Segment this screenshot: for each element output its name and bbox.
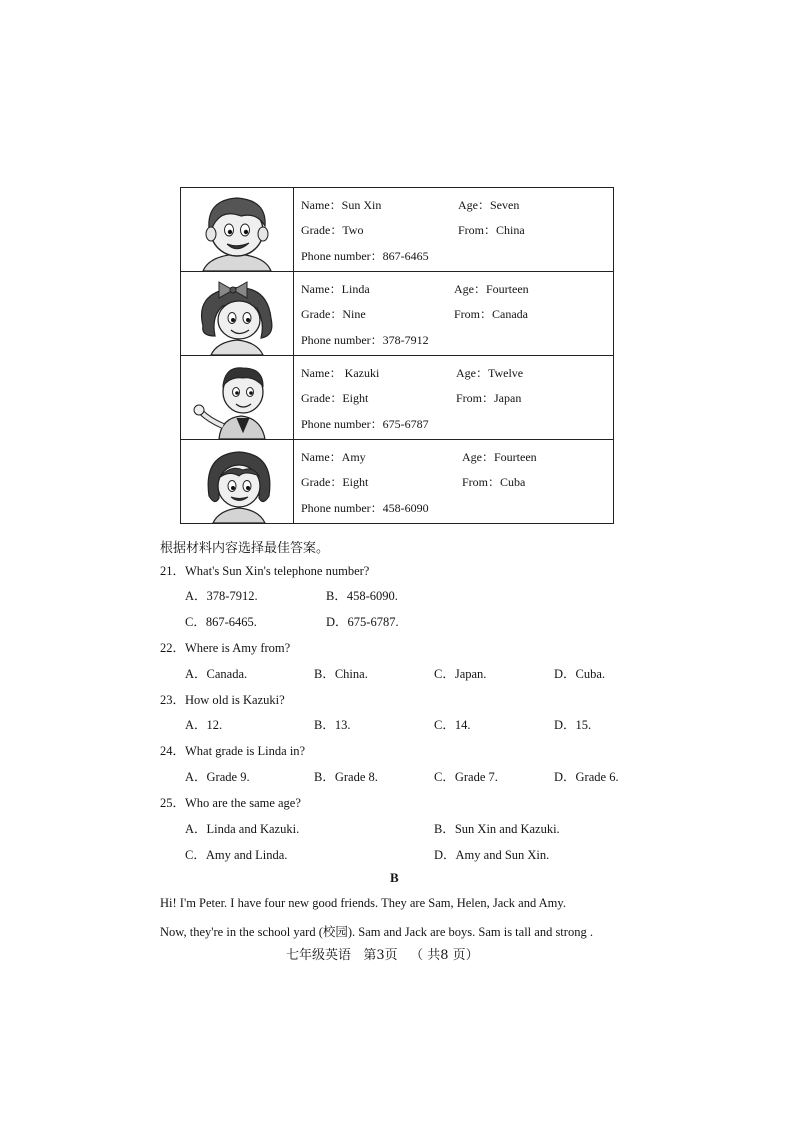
student-from: From：China xyxy=(458,223,525,237)
option-c: C．Grade 7. xyxy=(434,770,498,784)
section-heading: B xyxy=(390,870,399,885)
option-a: A．Grade 9. xyxy=(185,770,250,784)
instruction-text: 根据材料内容选择最佳答案。 xyxy=(160,541,330,556)
girl-bow-cartoon-icon xyxy=(181,272,293,355)
student-phone: Phone number：675-6787 xyxy=(301,417,429,431)
option-c: C．Amy and Linda. xyxy=(185,848,288,862)
question-stem: 25．Who are the same age? xyxy=(160,796,301,810)
option-b: B．458-6090. xyxy=(326,589,398,603)
question-stem: 22．Where is Amy from? xyxy=(160,641,291,655)
option-a: A．12. xyxy=(185,718,223,732)
student-age: Age：Seven xyxy=(458,198,520,212)
option-b: B．Grade 8. xyxy=(314,770,378,784)
option-a: A．Linda and Kazuki. xyxy=(185,822,300,836)
passage-line: Now, they're in the school yard (校园). Sam and Jack are boys. Sam is tall and strong . xyxy=(160,925,593,939)
student-grade: Grade：Eight xyxy=(301,391,369,405)
student-grade: Grade：Nine xyxy=(301,307,366,321)
student-phone: Phone number：867-6465 xyxy=(301,249,429,263)
info-cell xyxy=(294,440,614,524)
question-stem: 24．What grade is Linda in? xyxy=(160,744,306,758)
student-info-table xyxy=(180,187,614,524)
student-age: Age：Fourteen xyxy=(462,450,537,464)
table-row xyxy=(181,356,614,440)
option-c: C．14. xyxy=(434,718,471,732)
portrait-cell xyxy=(181,356,294,440)
portrait-cell xyxy=(181,188,294,272)
boy-pointing-cartoon-icon xyxy=(181,356,293,439)
student-name: Name：Sun Xin xyxy=(301,198,382,212)
student-from: From：Cuba xyxy=(462,475,526,489)
table-row xyxy=(181,272,614,356)
student-age: Age：Fourteen xyxy=(454,282,529,296)
page-footer: 七年级英语 第3页 （ 共8 页） xyxy=(286,948,479,963)
portrait-cell xyxy=(181,272,294,356)
student-from: From：Japan xyxy=(456,391,522,405)
option-d: D．Grade 6. xyxy=(554,770,619,784)
girl-cartoon-icon xyxy=(181,440,293,523)
option-d: D．Cuba. xyxy=(554,667,606,681)
question-stem: 23．How old is Kazuki? xyxy=(160,693,285,707)
passage-line: Hi! I'm Peter. I have four new good friends. They are Sam, Helen, Jack and Amy. xyxy=(160,896,566,910)
boy-cartoon-icon xyxy=(181,188,293,271)
student-name: Name：Amy xyxy=(301,450,366,464)
student-name: Name： Kazuki xyxy=(301,366,380,380)
student-grade: Grade：Two xyxy=(301,223,364,237)
option-c: C．867-6465. xyxy=(185,615,257,629)
student-age: Age：Twelve xyxy=(456,366,524,380)
student-grade: Grade：Eight xyxy=(301,475,369,489)
portrait-cell xyxy=(181,440,294,524)
option-c: C．Japan. xyxy=(434,667,487,681)
option-b: B．13. xyxy=(314,718,351,732)
option-d: D．Amy and Sun Xin. xyxy=(434,848,550,862)
question-stem: 21．What's Sun Xin's telephone number? xyxy=(160,564,370,578)
student-from: From：Canada xyxy=(454,307,528,321)
student-phone: Phone number：378-7912 xyxy=(301,333,429,347)
table-row xyxy=(181,440,614,524)
info-cell xyxy=(294,272,614,356)
option-d: D．15. xyxy=(554,718,592,732)
option-b: B．Sun Xin and Kazuki. xyxy=(434,822,560,836)
option-a: A．378-7912. xyxy=(185,589,258,603)
option-d: D．675-6787. xyxy=(326,615,399,629)
option-a: A．Canada. xyxy=(185,667,248,681)
student-phone: Phone number：458-6090 xyxy=(301,501,429,515)
table-row xyxy=(181,188,614,272)
info-cell xyxy=(294,188,614,272)
info-cell xyxy=(294,356,614,440)
option-b: B．China. xyxy=(314,667,368,681)
student-name: Name：Linda xyxy=(301,282,370,296)
